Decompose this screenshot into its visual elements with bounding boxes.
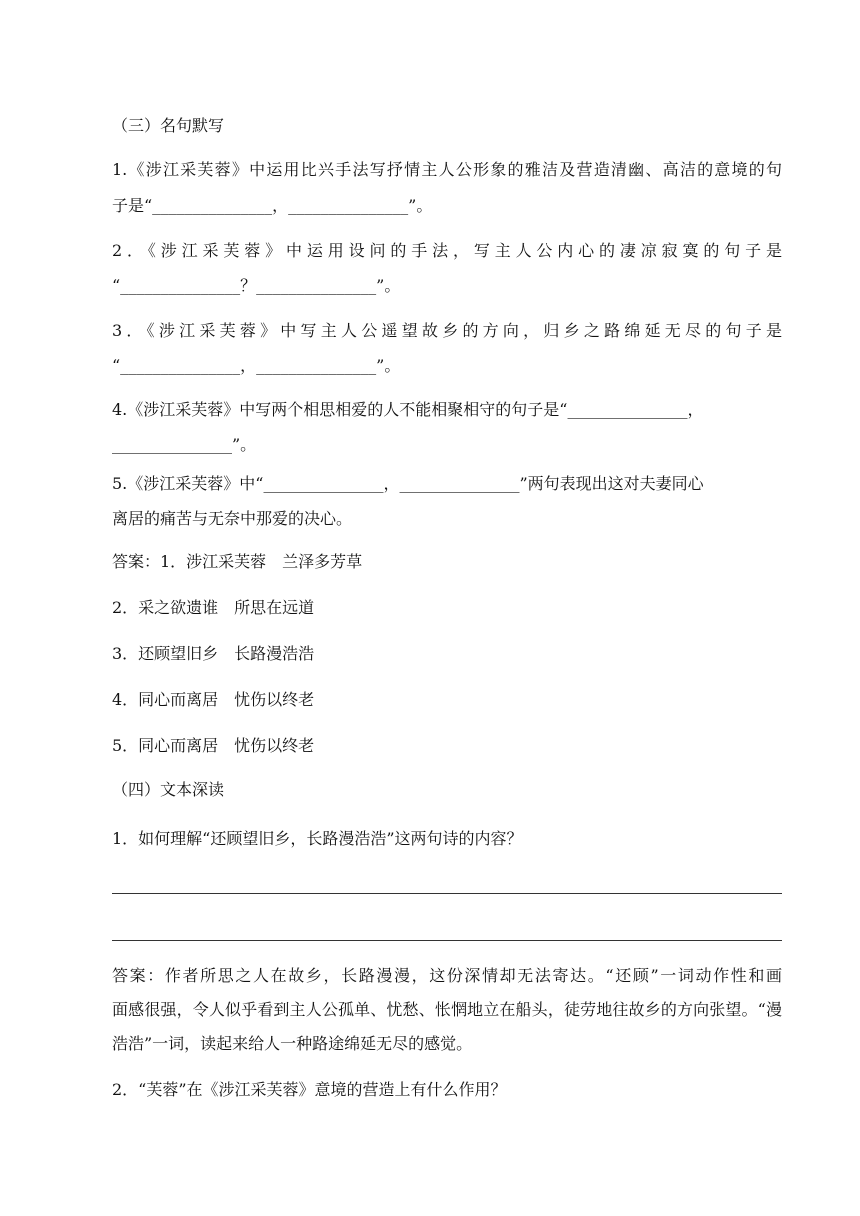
section-heading-recitation: （三）名句默写: [112, 116, 225, 135]
answer-line-2: 2．采之欲遗谁 所思在远道: [112, 598, 315, 617]
answer-blank-line-1[interactable]: [112, 893, 782, 894]
answer-blank-line-2[interactable]: [112, 940, 782, 941]
question-2-line-1: 2．《涉江采芙蓉》中运用设问的手法，写主人公内心的凄凉寂寞的句子是: [112, 241, 782, 260]
answer-line-4: 4．同心而离居 忧伤以终老: [112, 690, 315, 709]
deep-reading-answer-line-2: 面感很强，令人似乎看到主人公孤单、忧愁、怅惘地立在船头，徒劳地往故乡的方向张望。“漫: [112, 1000, 782, 1019]
question-3-line-1: 3．《涉江采芙蓉》中写主人公遥望故乡的方向，归乡之路绵延无尽的句子是: [112, 321, 782, 340]
question-3-line-2: “_______________，_______________”。: [112, 356, 401, 375]
question-2-line-2: “_______________？_______________”。: [112, 276, 401, 295]
question-5-line-1: 5.《涉江采芙蓉》中“_______________，_______________”两句表现出这对夫妻同心: [112, 474, 704, 493]
question-4-line-1: 4.《涉江采芙蓉》中写两个相思相爱的人不能相聚相守的句子是“_______________，: [112, 400, 704, 419]
question-5-line-2: 离居的痛苦与无奈中那爱的决心。: [112, 509, 353, 528]
deep-reading-question-1: 1．如何理解“还顾望旧乡，长路漫浩浩”这两句诗的内容？: [112, 829, 523, 848]
deep-reading-answer-line-3: 浩浩”一词，读起来给人一种路途绵延无尽的感觉。: [112, 1034, 473, 1053]
deep-reading-question-2: 2．“芙蓉”在《涉江采芙蓉》意境的营造上有什么作用？: [112, 1080, 507, 1099]
section-heading-deep-reading: （四）文本深读: [112, 780, 225, 799]
deep-reading-answer-line-1: 答案：作者所思之人在故乡，长路漫漫，这份深情却无法寄达。“还顾”一词动作性和画: [112, 966, 782, 985]
question-1-line-1: 1.《涉江采芙蓉》中运用比兴手法写抒情主人公形象的雅洁及营造清幽、高洁的意境的句: [112, 160, 782, 179]
answer-line-1: 答案：1．涉江采芙蓉 兰泽多芳草: [112, 552, 363, 571]
question-1-line-2: 子是“_______________，_______________”。: [112, 196, 433, 215]
answer-line-5: 5．同心而离居 忧伤以终老: [112, 736, 315, 755]
question-4-line-2: _______________”。: [112, 435, 257, 454]
answer-line-3: 3．还顾望旧乡 长路漫浩浩: [112, 644, 315, 663]
